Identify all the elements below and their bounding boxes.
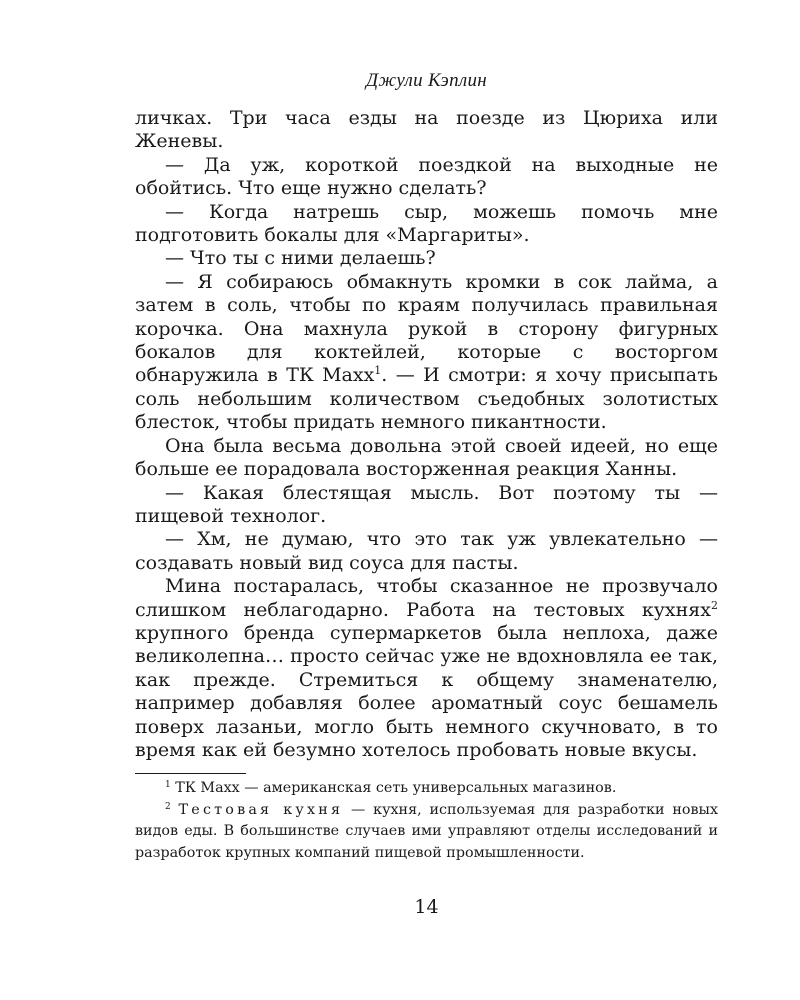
footnote-ref: 2 bbox=[711, 598, 718, 612]
paragraph: личках. Три часа езды на поезде из Цюриха или Женевы. bbox=[135, 107, 718, 153]
paragraph bbox=[135, 575, 718, 762]
footnote bbox=[135, 800, 718, 865]
footnote bbox=[135, 778, 718, 800]
footnote-marker: 2 bbox=[165, 801, 171, 812]
paragraph: — Что ты с ними делаешь? bbox=[165, 247, 436, 270]
footnote-text: ТК Махх — американская сеть универсальных магазинов. bbox=[170, 780, 617, 796]
book-page bbox=[135, 0, 718, 1000]
body-text bbox=[135, 107, 718, 762]
footnotes bbox=[135, 778, 718, 864]
running-head: Джули Кэплин bbox=[365, 70, 488, 91]
paragraph: — Да уж, короткой поездкой на выходные не обойтись. Что еще нужно сделать? bbox=[135, 153, 718, 200]
paragraph-text: . — И смотри: я хочу присыпать соль небольшим количеством съедобных золотистых блесток, чтобы придать немного пикантности. bbox=[135, 364, 718, 434]
page-number: 14 bbox=[414, 896, 439, 918]
paragraph-text: — Я собираюсь обмакнуть кромки в сок лайма, а затем в соль, чтобы по краям получилась правильная корочка. Она махнула рукой в сторону фигурных бокалов для коктейлей, которые с восторгом обнаружила в ТК Махх bbox=[135, 270, 718, 387]
paragraph-text: Мина постаралась, чтобы сказанное не прозвучало слишком неблагодарно. Работа на тестовых кухнях bbox=[135, 575, 718, 621]
paragraph: — Когда натрешь сыр, можешь помочь мне подготовить бокалы для «Маргариты». bbox=[135, 200, 718, 247]
footnote-term: Тестовая кухня bbox=[178, 801, 344, 818]
paragraph: Она была весьма довольна этой своей идеей, но еще больше ее порадовала восторженная реакция Ханны. bbox=[135, 434, 718, 481]
footnote-text: — кухня, используемая для разработки новых видов еды. В большинстве случаев ими управляют отделы исследований и разработок крупных компаний пищевой промышленности. bbox=[135, 801, 719, 861]
footnote-ref: 1 bbox=[374, 364, 382, 378]
paragraph-text: крупного бренда супермаркетов была неплоха, даже великолепна… просто сейчас уже не вдохновляла ее так, как прежде. Стремиться к общему знаменателю, например добавляя более ароматный соус бешамель поверх лазаньи, могло быть немного скучновато, в то время как ей безумно хотелось пробовать новые вкусы. bbox=[135, 621, 718, 761]
footnote-divider bbox=[135, 773, 246, 774]
footnote-marker: 1 bbox=[165, 780, 171, 790]
paragraph bbox=[135, 271, 718, 435]
paragraph: — Хм, не думаю, что это так уж увлекательно — создавать новый вид соуса для пасты. bbox=[135, 528, 718, 574]
paragraph: — Какая блестящая мысль. Вот поэтому ты — пищевой технолог. bbox=[135, 481, 718, 527]
